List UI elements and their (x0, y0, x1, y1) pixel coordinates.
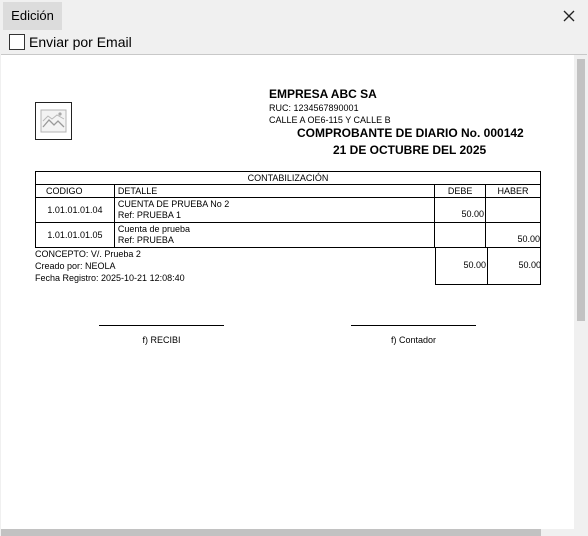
horizontal-scrollbar[interactable] (1, 529, 574, 536)
table-row (36, 223, 541, 248)
row-code: 1.01.01.01.04 (36, 198, 115, 223)
total-credit: 50.00 (518, 260, 541, 270)
header-code: CODIGO (36, 185, 115, 198)
total-debit: 50.00 (463, 260, 486, 270)
created-by-text: Creado por: NEOLA (35, 261, 116, 271)
row-detail-ref: Ref: PRUEBA (117, 235, 174, 245)
signature-line-right (351, 325, 476, 326)
company-ruc: RUC: 1234567890001 (269, 103, 359, 113)
totals-box (435, 248, 541, 285)
close-button[interactable] (556, 5, 582, 27)
row-detail-name: Cuenta de prueba (117, 224, 190, 234)
row-debit (435, 223, 486, 248)
horizontal-scroll-thumb[interactable] (1, 529, 541, 536)
concept-text: CONCEPTO: V/. Prueba 2 (35, 249, 141, 259)
company-address: CALLE A OE6-115 Y CALLE B (269, 115, 391, 125)
header-detail: DETALLE (114, 185, 434, 198)
row-detail-ref: Ref: PRUEBA 1 (117, 210, 181, 220)
table-header-row (36, 185, 541, 198)
table-section-title: CONTABILIZACIÓN (36, 172, 541, 185)
menu-edicion[interactable]: Edición (3, 2, 62, 30)
signature-label-right: f) Contador (390, 335, 437, 345)
signature-line-left (99, 325, 224, 326)
signature-label-left: f) RECIBI (142, 335, 181, 345)
header-credit: HABER (486, 185, 541, 198)
row-credit: 50.00 (486, 223, 541, 248)
accounting-table (35, 171, 541, 248)
registered-date-text: Fecha Registro: 2025-10-21 12:08:40 (35, 273, 185, 283)
vertical-scroll-thumb[interactable] (577, 59, 585, 321)
document-title: COMPROBANTE DE DIARIO No. 000142 (297, 126, 524, 140)
menu-bar (0, 0, 588, 31)
row-detail (114, 223, 434, 248)
document-date: 21 DE OCTUBRE DEL 2025 (333, 143, 487, 157)
close-icon (556, 5, 582, 27)
image-placeholder-icon (35, 102, 72, 140)
table-row (36, 198, 541, 223)
company-name: EMPRESA ABC SA (269, 87, 377, 101)
row-credit (486, 198, 541, 223)
email-option[interactable] (9, 32, 132, 52)
row-detail (114, 198, 434, 223)
report-viewer (1, 54, 587, 536)
email-checkbox[interactable] (9, 34, 25, 50)
row-code: 1.01.01.01.05 (36, 223, 115, 248)
vertical-scrollbar[interactable] (574, 55, 587, 536)
row-debit: 50.00 (435, 198, 486, 223)
header-debit: DEBE (435, 185, 486, 198)
email-checkbox-label[interactable]: Enviar por Email (29, 34, 132, 50)
row-detail-name: CUENTA DE PRUEBA No 2 (117, 199, 230, 209)
